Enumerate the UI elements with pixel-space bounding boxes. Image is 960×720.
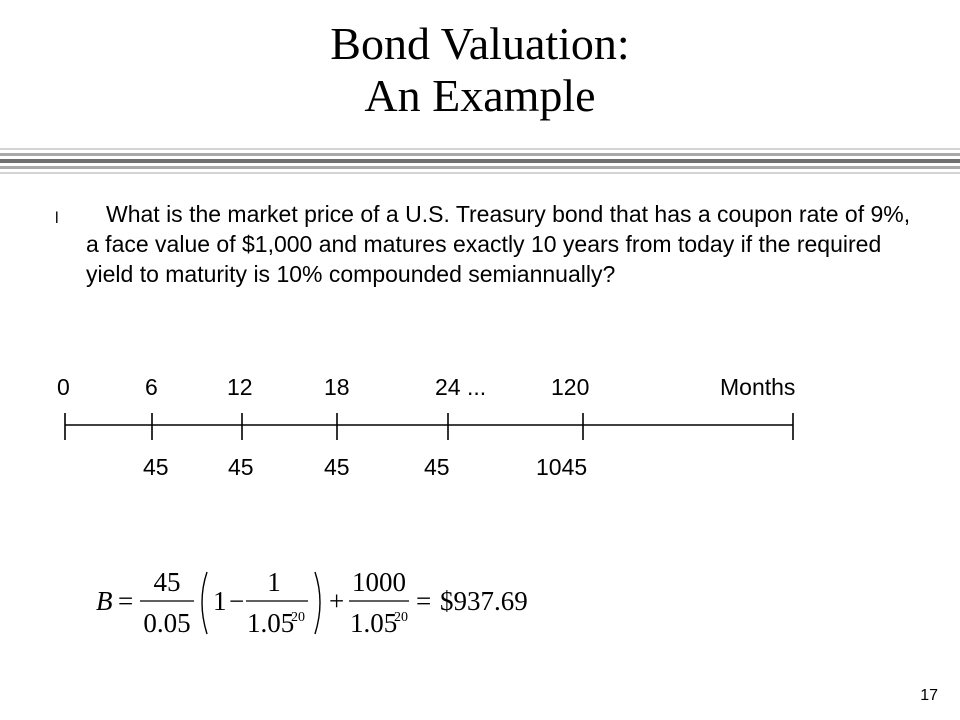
right-paren <box>315 572 320 634</box>
left-paren <box>202 572 207 634</box>
formula-b: B <box>96 586 113 616</box>
cash-flow-120: 1045 <box>536 454 588 480</box>
slide-title <box>0 18 960 122</box>
bond-price-formula <box>96 562 556 642</box>
months-label: Months <box>720 374 796 400</box>
cash-flow-24: 45 <box>424 454 450 480</box>
cash-flow-6: 45 <box>143 454 169 480</box>
cash-flow-12: 45 <box>228 454 254 480</box>
period-label-120: 120 <box>551 374 590 400</box>
formula-coupon: 45 <box>153 567 181 597</box>
small-l-bullet-icon: l <box>55 210 59 227</box>
formula-numerator-one: 1 <box>267 567 281 597</box>
formula-exponent-2: 20 <box>394 610 408 625</box>
page-number: 17 <box>920 687 938 704</box>
formula-rate: 0.05 <box>143 608 191 638</box>
formula-plus: + <box>329 586 345 616</box>
formula-face: 1000 <box>352 567 406 597</box>
question-text <box>86 199 916 289</box>
period-label-6: 6 <box>145 374 158 400</box>
question-body: What is the market price of a U.S. Treasury bond that has a coupon rate of 9%, a face value of $1,000 and matures exactly 10 years from today if the required yield to maturity is 10% compounded semiannually? <box>86 201 911 287</box>
period-label-18: 18 <box>324 374 350 400</box>
formula-base-1: 1.05 <box>247 608 295 638</box>
title-line-1: Bond Valuation: <box>330 18 630 69</box>
formula-equals-1: = <box>118 586 134 616</box>
formula-equals-2: = <box>416 586 432 616</box>
formula-one: 1 <box>213 586 227 616</box>
formula-base-2: 1.05 <box>350 608 398 638</box>
title-divider <box>0 146 960 176</box>
cash-flow-18: 45 <box>324 454 350 480</box>
period-label-12: 12 <box>227 374 253 400</box>
formula-exponent-1: 20 <box>291 610 305 625</box>
title-line-2: An Example <box>364 70 596 121</box>
formula-minus-1: − <box>229 586 245 616</box>
period-label-24: 24 ... <box>435 374 487 400</box>
period-label-0: 0 <box>57 374 70 400</box>
formula-result: $937.69 <box>440 586 528 616</box>
